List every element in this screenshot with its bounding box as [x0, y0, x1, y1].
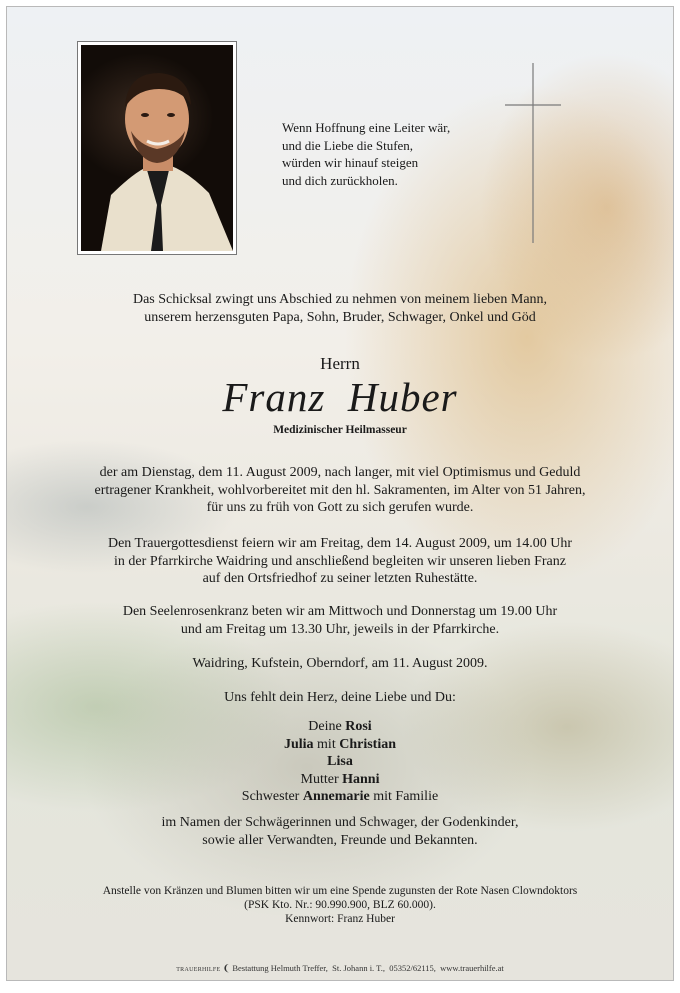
- rosary-line: und am Freitag um 13.30 Uhr, jeweils in der Pfarrkirche.: [180, 621, 500, 637]
- family-connector: mit: [313, 736, 340, 752]
- funeral-line: in der Pfarrkirche Waidring und anschließend begleiten wir unseren lieben Franz: [114, 553, 566, 569]
- salutation: Herrn: [320, 354, 360, 373]
- poem-line: und dich zurückholen.: [282, 172, 398, 188]
- family-prefix: Mutter: [300, 771, 343, 787]
- parte-page: [6, 6, 674, 981]
- relatives-line: sowie aller Verwandten, Freunde und Bekannten.: [202, 832, 478, 848]
- family-prefix: Deine: [308, 719, 346, 734]
- relatives-text: [7, 814, 673, 849]
- footer: [7, 963, 673, 974]
- family-line: [7, 753, 673, 771]
- intro-text: [7, 291, 673, 327]
- family-member-name: Julia: [283, 736, 314, 752]
- funeral-line: Den Trauergottesdienst feiern wir am Freitag, dem 14. August 2009, um 14.00 Uhr: [107, 536, 573, 551]
- poem-line: würden wir hinauf steigen: [282, 155, 419, 170]
- deceased-name: [7, 373, 673, 421]
- cross-icon: [503, 63, 563, 243]
- donation-line: Kennwort: Franz Huber: [285, 913, 395, 925]
- death-notice: [7, 464, 673, 517]
- family-prefix: Schwester: [241, 789, 303, 804]
- funeral-line: auf den Ortsfriedhof zu seiner letzten Ruhestätte.: [202, 571, 478, 586]
- poem: [282, 119, 450, 189]
- death-notice-line: ertragener Krankheit, wohlvorbereitet mit den hl. Sakramenten, im Alter von 51 Jahren,: [94, 482, 586, 498]
- place-date: Waidring, Kufstein, Oberndorf, am 11. August 2009.: [192, 656, 488, 671]
- family-line: [7, 718, 673, 736]
- deceased-name-text: Franz Huber: [222, 374, 458, 420]
- poem-line: Wenn Hoffnung eine Leiter wär,: [282, 120, 451, 135]
- family-line: [7, 788, 673, 806]
- intro-line: Das Schicksal zwingt uns Abschied zu nehmen von meinem lieben Mann,: [132, 292, 548, 307]
- family-member-name: Rosi: [345, 719, 372, 734]
- family-member-name: Hanni: [342, 771, 380, 787]
- missing-line: Uns fehlt dein Herz, deine Liebe und Du:: [224, 690, 456, 705]
- family-member-name: Christian: [339, 736, 397, 752]
- poem-line: und die Liebe die Stufen,: [282, 137, 414, 153]
- death-notice-line: der am Dienstag, dem 11. August 2009, nach langer, mit viel Optimismus und Geduld: [99, 465, 581, 480]
- funeral-info: [7, 535, 673, 588]
- relatives-line: im Namen der Schwägerinnen und Schwager, der Godenkinder,: [161, 815, 519, 830]
- deceased-profession: Medizinischer Heilmasseur: [273, 424, 407, 436]
- family-member-name: Annemarie: [302, 789, 370, 804]
- footer-logo: TRAUERHILFE: [176, 967, 221, 973]
- portrait-frame: [77, 41, 237, 255]
- rosary-line: Den Seelenrosenkranz beten wir am Mittwoch und Donnerstag um 19.00 Uhr: [122, 604, 558, 619]
- family-line: [7, 771, 673, 789]
- donation-line: Anstelle von Kränzen und Blumen bitten wir um eine Spende zugunsten der Rote Nasen Clowndoktors: [102, 885, 578, 897]
- family-member-name: Lisa: [327, 754, 353, 769]
- family-list: [7, 718, 673, 806]
- portrait-illustration: [81, 45, 233, 251]
- donation-line: (PSK Kto. Nr.: 90.990.900, BLZ 60.000).: [244, 899, 436, 911]
- footer-mark-icon: ❨: [222, 963, 231, 973]
- intro-line: unserem herzensguten Papa, Sohn, Bruder, Schwager, Onkel und Göd: [144, 310, 536, 325]
- family-line: [7, 736, 673, 754]
- death-notice-line: für uns zu früh von Gott zu sich gerufen wurde.: [206, 500, 474, 515]
- family-suffix: mit Familie: [369, 789, 439, 804]
- donation-request: [7, 884, 673, 926]
- portrait-photo: [81, 45, 233, 251]
- rosary-info: [7, 603, 673, 638]
- footer-text: Bestattung Helmuth Treffer, St. Johann i. T., 05352/62115, www.trauerhilfe.at: [232, 963, 504, 973]
